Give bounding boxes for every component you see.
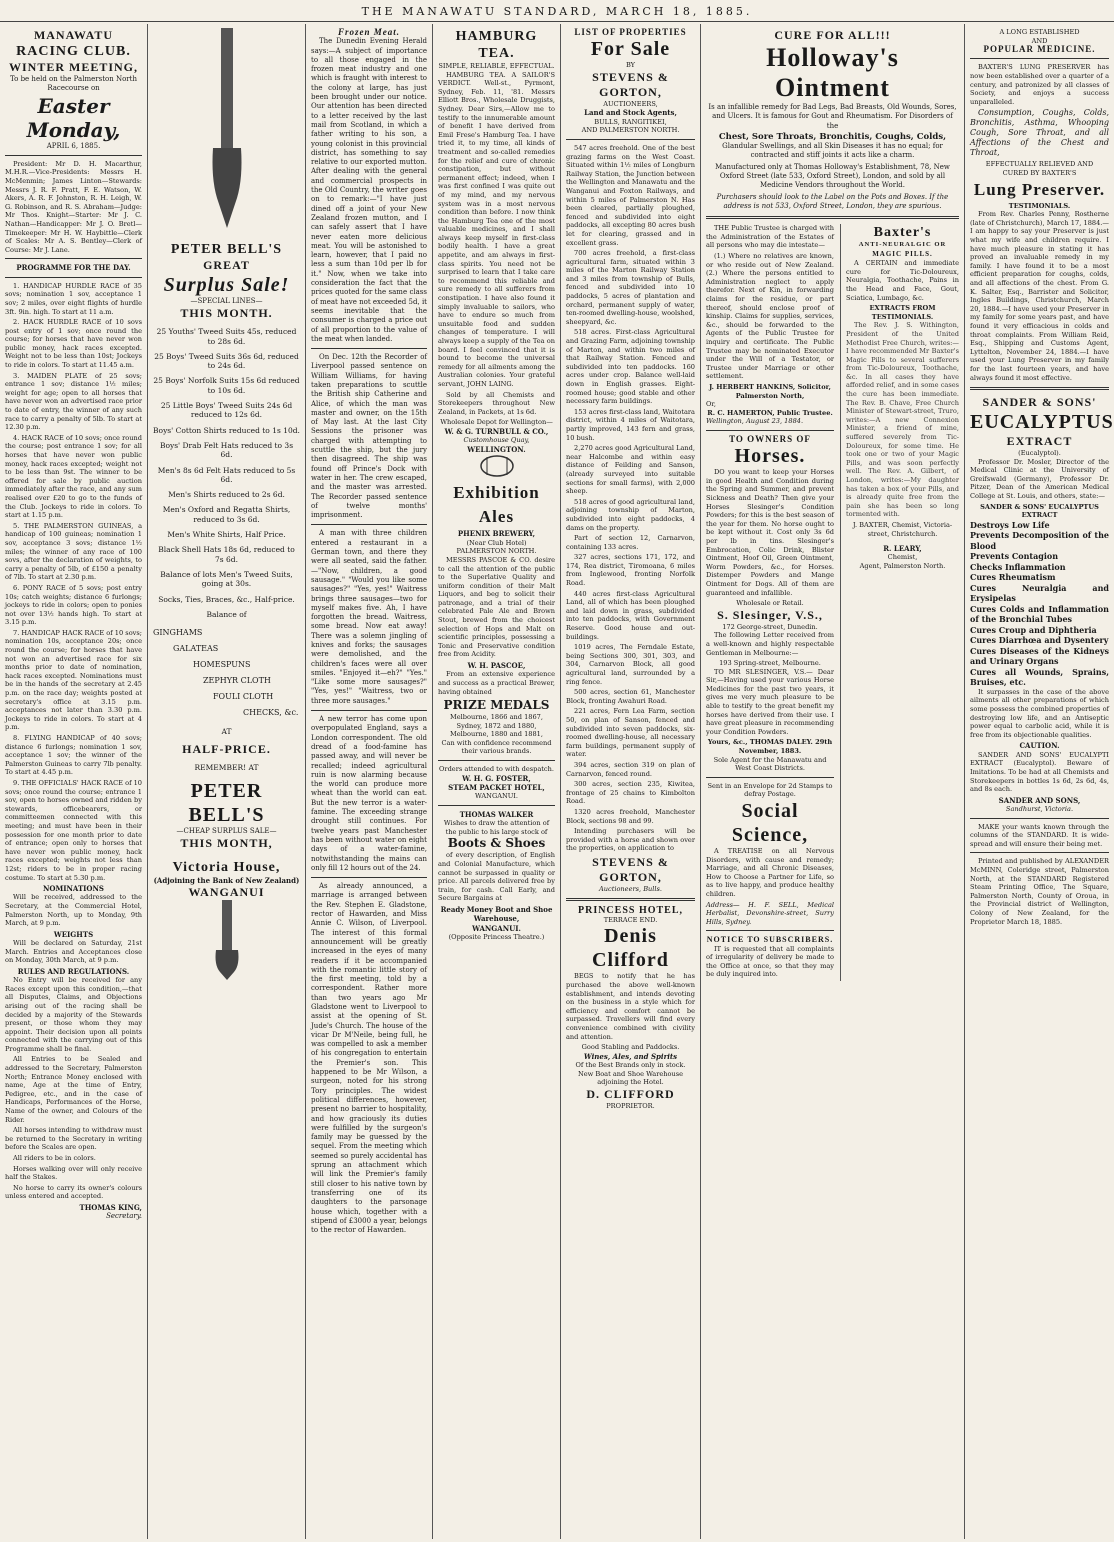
frozen-meat-heading: Frozen Meat. (337, 27, 400, 37)
race-item: 6. PONY RACE of 5 sovs; post entry 10s; catch weights; distance 6 furlongs; jockeys to ride in colors; open to ponies not over 13½ hands high. To start at 3.15 p.m. (5, 583, 142, 627)
caution-body: SANDER AND SONS' EUCALYPTI EXTRACT (Eucalyptol). Beware of Imitations. To be had at all Chemists and Storekeepers in bottles 1s 6d, 2s 6d, 4s, and 8s each. (970, 750, 1109, 794)
racing-event: Easter Monday, (26, 93, 121, 142)
pointing-hand-icon (153, 28, 300, 241)
sale-item: Men's Oxford and Regatta Shirts, reduced to 3s 6d. (162, 505, 291, 524)
clifford-body: BEGS to notify that he has purchased the above well-known establishment, and intends devoting on the business in a style which for efficiency and comfort cannot be surpassed. Travellers will find every convenience combined with civility and attention. (566, 972, 695, 1041)
column-properties (561, 24, 700, 1539)
column-articles (306, 24, 432, 1539)
column-racing-club (0, 24, 147, 1539)
firm-towns: BULLS, RANGITIKEI, (594, 117, 667, 126)
rule-item: All horses intending to withdraw must be returned to the Secretary in writing before the Scales are open. (5, 1126, 142, 1152)
property-item: 153 acres first-class land, Waitotara district, within 4 miles of Waitotara, partly improved, 143 fern and grass, 10 bush. (566, 407, 695, 442)
victoria-house: Victoria House, (172, 860, 281, 876)
relieved: EFFECTUALLY RELIEVED AND (985, 160, 1094, 169)
surplus-sale: Surplus Sale! (163, 274, 290, 296)
phenix-brewery: PHENIX BREWERY, (457, 529, 536, 539)
article-paragraph: A man with three children entered a restaurant in a German town, and there they were all seated, said the father.—"Now, children, a good sausage." "Would you like some sausages?" "Yes, yes!" Waitress brings three sausages—two for myself makes five. Ah, I have forgotten the bread. Waitress, some bread. Now eat away! There was a solemn jingling of knives and forks; the sausages were demolished, and the children's faces were all over smiles. "Enjoyed it—eh?" "Yes." "Like some more sausages?" "Yes, yes!" "Waitress, two or three more sausages." (311, 529, 427, 705)
holloways-ointment: Holloway's Ointment (766, 43, 899, 102)
rule-item: All riders to be in colors. (13, 1154, 96, 1163)
pointing-hand-icon (207, 28, 247, 228)
exhibition-ales: Exhibition Ales (453, 483, 540, 527)
wholesale-retail: Wholesale or Retail. (736, 599, 804, 608)
special-lines: —SPECIAL LINES— (190, 297, 263, 305)
sale-item: 25 Youths' Tweed Suits 45s, reduced to 28s 6d. (156, 327, 297, 346)
article-paragraph: The Dunedin Evening Herald says:—A subject of importance to all those engaged in the frozen meat industry and one which is fraught with interest to the colony at large, has just been brought under our notice. Our attention has been directed to a letter received by the last mail from Scotland, in which a father writing to his son, a young colonist in this provincial district, has something to say relative to our exported mutton. After dealing with the general and commercial prospects in the Old Country, the writer goes on to remark:—"I have just dined off a joint of your New Zealand frozen mutton, and I can safely assert that I have never eaten more delicious meat. You will be astonished to learn, however, that I paid no less a sum than 10d per lb for it." Now, when we take into consideration the fact that the prices quoted for the same class of meat have not exceeded 5d, it seems inevitable that the consumer is charged a price out of all proportion to the value of the meat when landed. (311, 37, 427, 343)
property-item: 518 acres. First-class Agricultural and Grazing Farm, adjoining township of Marton, and within two miles of that Railway Station. Fenced and subdivided into ten paddocks. 160 acres under crop. Balance well-laid down in English grasses. Eight-roomed house; good stable and other necessary farm buildings. (566, 328, 695, 406)
hamburg-depot: Wholesale Depot for Wellington— (440, 418, 553, 427)
race-item: 9. THE OFFICIALS' HACK RACE of 10 sovs; once round the course; entrance 1 sov, open to horses owned and ridden by stewards, officebearers, or committeemen connected with this meeting; and must have been in their possession for one month prior to date of entrance; open only to horses that have never won public money, hack races excepted; weights not less than 12st; riders to be in proper racing costume. To start at 5.30 p.m. (5, 778, 142, 882)
property-item: 700 acres freehold, a first-class agricultural farm, situated within 3 miles of the Marton Railway Station and 3 miles from township of Bulls, fenced and subdivided into 10 paddocks, 5 acres of plantation and orchard, permanent supply of water, ten-roomed dwelling-house, woolshed, sheepyard, &c. (566, 249, 695, 326)
cure-item: Cures Diarrhœa and Dysentery (970, 635, 1109, 646)
secretary-name: THOMAS KING, (79, 1202, 142, 1212)
secretary-role: Secretary. (106, 1212, 142, 1221)
social-body: A TREATISE on all Nervous Disorders, with cause and remedy; Marriage, and all Chronic Diseases, How to Choose a Partner for Life, so as to live happy, and produce healthy children. (706, 847, 834, 898)
trustee-intro: THE Public Trustee is charged with the Administration of the Estates of all persons who may die intestate— (706, 224, 834, 250)
cure-item: Cures Rheumatism (970, 572, 1056, 583)
stevens-gorton: STEVENS & GORTON, (592, 69, 669, 99)
article-paragraph: As already announced, a marriage is arranged between the Rev. Stephen E. Gladstone, rector of Hawarden, and Miss Annie C. Wilson, of Liverpool. The interest of this formal announcement will be greatly increased in the eyes of many readers if it be accompanied with the romantic little story of the first meeting, told by a correspondent. Rather more than two years ago Mr Gladstone went to Liverpool to assist at the opening of St. Jude's Church. The house of the vicar Dr M'Neile, being full, he was compelled to ask a member of his congregation to entertain the Premier's son. This happened to be Mr Wilson, a surgeon, noted for his strong Tory principles. The widest political differences, however, present no barrier to hospitality, and how graciously its duties were fulfilled by the surgeon's family may be guessed by the sequel. From the meeting which seemed so purely accidental has sprung an attachment which will link the Premier's family still closer to his native town by transferring one of its daughters to the parsonage house which, together with a stipend of £3000 a year, belongs to the rector of Hawarden. (311, 882, 427, 1235)
trustee-date: Wellington, August 23, 1884. (706, 417, 804, 426)
wines-note: Of the Best Brands only in stock. (575, 1061, 686, 1069)
magic-pills-body: A CERTAIN and immediate cure for Tic-Doloureux, Neuralgia, Toothache, Pains in the Head and Face, Gout, Sciatica, Lumbago, &c. (846, 259, 959, 302)
leary-name: R. LEARY, (883, 544, 922, 554)
ready-town: WANGANUI. (472, 923, 521, 933)
anti-neuralgic: ANTI-NEURALGIC OR (858, 241, 947, 249)
slesinger-name: S. Slesinger, V.S., (717, 607, 823, 622)
lung-preserver: Lung Preserver. (973, 179, 1106, 199)
property-item: 300 acres, section 235, Kiwitea, frontage of 25 chains to Kimbolton Road. (566, 780, 695, 806)
holloway-made: Manufactured only at Thomas Holloway's Establishment, 78, New Oxford Street (late 533, Oxford Street), London, and sold by all Medicine Vendors throughout the World. (715, 162, 950, 190)
property-item: 518 acres of good agricultural land, adjoining township of Marton, subdivided into eight paddocks, 4 dams on the property. (566, 497, 695, 532)
testimonial-body: TO MR SLESINGER, V.S.— Dear Sir,—Having used your various Horse Medicines for the past two years, it gives me very much pleasure to be able to testify to the great benefit my horses have derived from their use. I have great pleasure in recommending your Condition Powders. (706, 667, 834, 736)
auctioneers-bulls: Auctioneers, Bulls. (599, 884, 662, 893)
rule-item: No Entry will be received for any Races except upon this condition,—that all Disputes, Claims, and Objections arising out of the racing shall be decided by a majority of the Stewards present, or those whom they may appoint. Their decision upon all points connected with the carrying out of this Programme shall be final. (5, 976, 142, 1053)
social-science: Social Science, (731, 800, 809, 846)
cure-item: Checks Inflammation (970, 561, 1066, 572)
eucalyptol: (Eucalyptol). (1018, 449, 1061, 458)
race-item: 7. HANDICAP HACK RACE of 10 sovs; nomination 10s, acceptance 20s; once round the course; for horses that have not won an advertised race for six months prior to date of nomination, hack races excepted. Nominations must be in the hands of the secretary at 2.45 p.m. on the race day; weights posted at secretary's office at 3.15 p.m. acceptances not later than 3.30 p.m. Jockeys to ride in colors. To start at 4 p.m. (5, 628, 142, 732)
magic-pills: MAGIC PILLS. (872, 249, 933, 258)
extract: EXTRACT (1006, 434, 1073, 449)
cure-item: Cures all Wounds, Sprains, Bruises, etc. (970, 666, 1109, 688)
ready-money: Ready Money Boot and Shoe Warehouse, (440, 904, 553, 924)
sander-more: It surpasses in the case of the above ailments all other preparations of which some possess the combined properties of destroying low life, and an Antiseptic power equal to carbolic acid, while it is free from its objectionable qualities. (970, 687, 1109, 739)
make-wants: MAKE your wants known through the columns of the STANDARD. It is wide-spread and will ensure their being met. (970, 822, 1109, 848)
great-label: GREAT (203, 258, 250, 272)
stevens-gorton-2: STEVENS & GORTON, (592, 854, 669, 884)
wanganui-town: WANGANUI (188, 885, 265, 900)
rules-heading: RULES AND REGULATIONS. (17, 966, 130, 976)
property-item: 327 acres, sections 171, 172, and 174, Rea district, Tiromoana, 6 miles from Inglewood, fronting Norfolk Road. (566, 553, 695, 588)
weights-text: Will be declared on Saturday, 21st March. Entries and Acceptances close on Monday, 30th March, at 9 p.m. (5, 939, 142, 965)
trustee-sign-2: R. C. HAMERTON, Public Trustee. (707, 408, 833, 417)
rule-item: All Entries to be Sealed and addressed to the Secretary, Palmerston North; Entrance Money enclosed with name, Age at the time of Entry, Pedigree, etc., and in the case of Handicaps, Performances of the Horse, Name of the owner, and Colours of the Rider. (5, 1055, 142, 1124)
baxter-testimonials: From Rev. Charles Penny, Rostherne (late of Christchurch), March 17, 1884.—I am happy to say your Preserver is just what my wife and children require. I have much pleasure in stating it has proved an invaluable remedy in my family. I have found it to be a most efficient preparation for coughs, colds, and all affections of the chest. From G. K. Salter, Esq., Barrister and Solicitor, Ingles Buildings, Christchurch, March 20, 1884.—I have used your Preserver in my family for some years past, and have found it very efficacious in colds and throat complaints. From William Reid, Esq., Shipping and Customs Agent, Lyttelton, November 24, 1884.—I have used your Lung Preserver in my family for the last fourteen years, and have always found it most effective. (970, 210, 1109, 382)
race-item: 5. THE PALMERSTON GUINEAS, a handicap of 100 guineas; nomination 1 sov, acceptance 3 sovs; distance 1½ miles; the winner of any race of 100 sovs, after the declaration of weights, to carry a penalty of 5lb, of £150 a penalty of 7lb. To start at 2.30 p.m. (5, 521, 142, 582)
walker-note: Wishes to draw the attention of the public to his large stock of (443, 819, 550, 836)
fabric-item: GALATEAS (173, 644, 219, 654)
foster-name: W. H. G. FOSTER, (462, 773, 531, 783)
land-stock-agents: Land and Stock Agents, (584, 108, 677, 118)
sale-item: Boys' Drab Felt Hats reduced to 3s 6d. (159, 440, 294, 460)
ready-location: (Opposite Princess Theatre.) (448, 932, 545, 941)
race-item: 8. FLYING HANDICAP of 40 sovs; distance 6 furlongs; nomination 1 sov, acceptance 1 sov; the winner of the Palmerston Guineas to carry 7lb penalty. To start at 4.45 p.m. (5, 734, 142, 777)
at-label: AT (221, 727, 232, 737)
medals-list: Melbourne, 1866 and 1867, Sydney, 1872 and 1880, Melbourne, 1880 and 1881, (450, 713, 543, 739)
cure-for-all: CURE FOR ALL!!! (774, 28, 891, 42)
to-owners-of: TO OWNERS OF (729, 433, 811, 444)
cure-item: Prevents Decomposition of the Blood (970, 530, 1109, 551)
long-established: A LONG ESTABLISHED (999, 28, 1080, 36)
brewery-town: PALMERSTON NORTH. (456, 547, 537, 556)
sander-body: Professor Dr. Mosler, Director of the Medical Clinic at the University of Greifswald (Germany), Professor Dr. Pitzer, Dean of the American Medical College at St. Louis, and others, state:— (970, 457, 1109, 501)
property-item: 547 acres freehold. One of the best grazing farms on the West Coast. Situated within 1½ miles of Longburn Railway Station, the Junction between the Wellington and Manawatu and the Wanganui and Foxton Railways, and within 5 miles of Palmerston N. Has been cleared, partially ploughed, fenced and subdivided into eight paddocks, all excepting 80 acres bush let for clearing, grassed and in excellent grass. (566, 143, 695, 247)
testimonial-sign: Yours, &c., THOMAS DALEY. 29th November, 1883. (707, 738, 833, 756)
ales-note: From an extensive experience and success as a practical Brewer, having obtained (438, 670, 555, 696)
cured-by: CURED BY BAXTER'S (1002, 169, 1077, 178)
pointing-hand-icon (212, 900, 242, 980)
notice-body: IT is requested that all complaints of irregularity of delivery be made to the Office at once, so that they may be duly inquired into. (706, 944, 834, 979)
for-sale: For Sale (590, 38, 671, 61)
cure-item: Cures Diseases of the Kidneys and Urinary Organs (970, 645, 1109, 667)
popular-medicine: POPULAR MEDICINE. (983, 44, 1096, 55)
holloway-body-2: Glandular Swellings, and all Skin Diseases it has no equal; for contracted and stiff joints it acts like a charm. (722, 142, 943, 160)
fabric-item: ZEPHYR CLOTH (203, 676, 271, 686)
peter-bell-name-2: PETER BELL'S (188, 779, 265, 826)
brewery-location: (Near Club Hotel) (466, 538, 527, 547)
steam-town: WANGANUI. (474, 792, 519, 801)
hamburg-agent: W. & G. TURNBULL & CO., (444, 426, 549, 436)
denis-clifford: Denis Clifford (592, 925, 669, 972)
property-item: 1320 acres freehold, Manchester Block, sections 98 and 99. (566, 807, 695, 825)
remember-label: REMEMBER! AT (194, 763, 259, 773)
rule-item: Horses walking over will only receive half the Stakes. (5, 1164, 142, 1182)
cure-item: Prevents Contagion (970, 551, 1059, 562)
auctioneers-label: AUCTIONEERS, (603, 99, 658, 108)
testimonial-intro: The following Letter received from a well-known and highly respectable Gentleman in Melbourne:— (706, 631, 834, 657)
trustee-body: (1.) Where no relatives are known, or who reside out of New Zealand. (2.) Where the persons entitled to Administration neglect to apply therefor. Next of Kin, in forwarding claims for the residue, or part thereof, should enclose proof of kinship. Claims for supplies, services, &c., should be forwarded to the Agents of the Public Trustee for inquiry and certificate. The Public Trustee may be nominated Executor under the Will of a Testator, or Trustee under Marriage or other settlement. (706, 252, 834, 381)
trustee-block (706, 224, 834, 981)
testimonials-heading: TESTIMONIALS. (1008, 201, 1071, 210)
eucalyptus: EUCALYPTUS (970, 411, 1114, 434)
social-note: Sent in an Envelope for 2d Stamps to defray Postage. (707, 781, 833, 799)
sale-item: 25 Boys' Tweed Suits 36s 6d, reduced to 24s 6d. (154, 351, 299, 371)
this-month: THIS MONTH. (180, 306, 273, 321)
holloway-body: Is an infallible remedy for Bad Legs, Bad Breasts, Old Wounds, Sores, and Ulcers. It is famous for Gout and Rheumatism. For Disorders of the (708, 103, 957, 130)
hamburg-agent-2: Customhouse Quay, (463, 436, 530, 445)
by-label: BY (625, 61, 636, 70)
proprietor: PROPRIETOR. (606, 1101, 655, 1110)
racing-title-2: RACING CLUB. (16, 44, 131, 59)
racing-title-3: WINTER MEETING, (8, 60, 139, 74)
baxters-heading: Baxter's (873, 225, 932, 241)
rule-item: No horse to carry its owner's colours unless entered and accepted. (5, 1183, 142, 1201)
property-item: 440 acres first-class Agricultural Land, all of which has been ploughed and laid down in grass, subdivided into ten paddocks, with Government Reserve. Good house and out-buildings. (566, 589, 695, 641)
baxter-pills-block (840, 224, 959, 981)
property-item: 1019 acres, The Ferndale Estate, being Sections 300, 301, 303, and 304, Carnarvon Block, all good agricultural land, surrounded by a ring fence. (566, 643, 695, 686)
warehouse-note: New Boat and Shoe Warehouse adjoining the Hotel. (577, 1069, 684, 1087)
ales-body: MESSRS PASCOE & CO. desire to call the attention of the public to the Superlative Quality and uniform condition of their Malt Liquors, and beg to solicit their patronage, and a trial of their celebrated Pale Ale and Brown Stout, brewed from the choicest selection of Hops and Malt on scientific principles, possessing a Tonic and Preservative condition free from Acidity. (438, 555, 555, 659)
race-item: 2. HACK HURDLE RACE of 10 sovs post entry of 1 sov; once round the course; for horses that have never won public money, hack races excepted. Weight not to be less than 10st; Jockeys to ride in colors. To start at 11.45 a.m. (5, 318, 142, 370)
princess-hotel: PRINCESS HOTEL, (577, 905, 684, 917)
trustee-sign: J. HERBERT HANKINS, Solicitor, Palmerston North, (709, 382, 831, 400)
this-month-2: THIS MONTH, (180, 836, 273, 851)
weights-heading: WEIGHTS (53, 929, 94, 939)
caution-heading: CAUTION. (1019, 741, 1060, 751)
and-label: AND (1031, 36, 1048, 45)
cure-item: Cures Colds and Inflammation of the Bronchial Tubes (970, 603, 1109, 625)
printed-by: Printed and published by ALEXANDER McMINN, Coleridge street, Palmerston North, at the STANDARD Registered Steam Printing Office, The Square, Palmerston North, County of Oroua, in the Provincial district of Wellington, Colony of New Zealand, for the Proprietor March 18, 1885. (970, 857, 1109, 926)
trustee-or: Or, (706, 400, 716, 409)
holloway-warning: Purchasers should look to the Label on the Pots and Boxes. If the address is not 533, Oxford Street, London, they are spurious. (716, 192, 949, 210)
fabric-item: FOULI CLOTH (213, 692, 274, 702)
magic-pills-testimonials: The Rev. J. S. Withington, President of the United Methodist Free Church, writes:—I have recommended Mr Baxter's Magic Pills to several sufferers from Tic-Doloureux, Toothache, &c. In all cases they have afforded relief, and in some cases the cure has been immediate. The Rev. B. Chave, Free Church Minister of Stewart-street, Truro, writes:—A new Connexion Minister, a friend of mine, suffered severely from Tic-Doloureux, for some time. He took one or two of your Magic Pills, and was soon perfectly well. The Rev. A. Gilbert, of London, writes:—My daughter has taken a box of your Pills, and is already quite free from the pain she has been so long tormented with. (846, 321, 959, 519)
column-baxter-sander (965, 24, 1114, 1539)
sole-agent: Sole Agent for the Manawatu and West Coast Districts. (713, 755, 827, 773)
hamburg-city: WELLINGTON. (467, 444, 526, 454)
nominations-text: Will be received, addressed to the Secretary, at the Commercial Hotel, Palmerston North, up to Monday, 9th March, at 9 p.m. (5, 893, 142, 928)
article-paragraph: On Dec. 12th the Recorder of Liverpool passed sentence on William Williams, for having taken preparations to scuttle the British ship Catherine and Alice, of which the man was master and owner, on the 15th of May last. At the last City Sessions the prisoner was charged with attempting to scuttle the ship, but the jury then disagreed. The ship was found off Prince's Dock with water in her. The crew escaped, and the master was arrested. The Recorder passed sentence of twelve months' imprisonment. (311, 353, 427, 520)
property-item: 221 acres, Fern Lea Farm, section 50, on plan of Sanson, fenced and subdivided into seven paddocks, six-roomed dwelling-house, all necessary farm buildings, permanent supply of water. (566, 707, 695, 759)
cure-item: Cures Croup and Diphtheria (970, 624, 1097, 635)
horses-heading: Horses. (734, 445, 806, 468)
sale-item: Socks, Ties, Braces, &c., Half-price. (158, 594, 295, 604)
hamburg-tea-body: HAMBURG TEA. A SAILOR'S VERDICT. Well-st., Pyrmont, Sydney, Feb. 11, '81. Messrs Elliott Bros., Wholesale Druggists, Sydney. Dear Sirs,—Allow me to testify to the innumerable amount of benefit I have derived from Emil Frese's Hamburg Tea. I have tried it, to my time, all kinds of treatment and so-called remedies for the relief and cure of chronic constipation, but without permanent effect; indeed, when I was first confined I was quite out of my mind, and my nervous system was in a most nervous condition than before. I now think the Hamburg Tea one of the most valuable medicines, and I shall always keep myself in first-class bodily health. I have a great appetite, and am always in first-class spirits. You need not be surprised to learn that I take care to recommend this reliable and sure remedy to all sufferers from constipation. I have also found it simply invaluable to sailors, who have to endure so much from unsuitable food and sudden changes of temperature. I will always keep a supply of the Tea on board. I feel convinced that it is bound to become the universal remedy for all ailments among the Australian colonies. Your grateful servant, JOHN LAING. (438, 70, 555, 388)
racing-intro: To be held on the Palmerston North Racecourse on (10, 75, 137, 93)
sale-item: Balance of lots Men's Tweed Suits, going at 30s. (160, 569, 293, 589)
wines-ales: Wines, Ales, and Spirits (583, 1051, 678, 1061)
sale-item: Men's Shirts reduced to 2s 6d. (168, 490, 285, 500)
good-stabling: Good Stabling and Paddocks. (581, 1043, 680, 1052)
race-item: 1. HANDICAP HURDLE RACE of 35 sovs; nomination 1 sov, acceptance 1 sov; 2 miles, over eight flights of hurdle 3ft. 9in. high. To start at 11 a.m. (5, 281, 142, 316)
extracts-heading: EXTRACTS FROM TESTIMONIALS. (869, 304, 936, 321)
sale-item: Black Shell Hats 18s 6d, reduced to 7s 6d. (158, 545, 295, 564)
race-item: 4. HACK RACE of 10 sovs; once round the course; post entrance 1 sov; for all horses that have never won public money, hack races excepted; weight not to be less than 9st. The winner to be offered for sale by public auction immediately after the race, and any sum realised over £20 to go to the funds of the Club. Jockeys to ride in colors. To start at 1.15 p.m. (5, 433, 142, 520)
article-paragraph: A new terror has come upon overpopulated England, says a London correspondent. The old dread of a food-famine has passed away, and will never be recalled; indeed agricultural ruin is now alarming because the world can produce more wheat than the world can eat. But the new terror is a water-famine. The exceeding strange drought still continues. For twelve years past Manchester has been without water on eight days of a water-famine, notwithstanding the mains can only fill 12 hours out of the 24. (311, 715, 427, 872)
sale-item: Men's White Shirts, Half Price. (167, 530, 286, 540)
pointing-hand-icon (153, 900, 300, 993)
prize-medals: PRIZE MEDALS (443, 698, 550, 713)
princess-location: TERRACE END. (603, 915, 658, 924)
intending-note: Intending purchasers will be provided with a horse and shown over the properties, on application to (566, 827, 695, 853)
programme-heading: PROGRAMME FOR THE DAY. (16, 263, 131, 273)
baxter-conditions: Consumption, Coughs, Colds, Bronchitis, Asthma, Whooping Cough, Sore Throat, and all Affections of the Chest and Throat, (970, 108, 1109, 158)
sander-town: Sandhurst, Victoria. (1005, 804, 1074, 813)
testimonial-address: 193 Spring-street, Melbourne. (719, 659, 821, 668)
hamburg-tea-heading: HAMBURG TEA. (455, 29, 538, 61)
list-properties: LIST OF PROPERTIES (574, 27, 687, 37)
peter-bell-name: PETER BELL'S (170, 242, 283, 257)
walker-body: of every description, of English and Colonial Manufacture, which cannot be surpassed in quality or price. All parcels delivered free by train, for cash. Call Early, and Secure Bargains at (438, 851, 555, 903)
half-price: HALF-PRICE. (182, 742, 271, 757)
column-hamburg-ales (433, 24, 560, 1539)
balance-label: Balance of (206, 609, 247, 619)
slesinger-address: 172 George-street, Dunedin. (722, 622, 818, 631)
masthead: THE MANAWATU STANDARD, MARCH 18, 1885. (0, 0, 1114, 22)
racing-officers: President: Mr D. H. Macarthur, M.H.R.—Vice-Presidents: Messrs H. McMenmin; James Linton—Stewards: Messrs J. R. F. Pratt, F. E. Watson, W. Akers, A. R. F. Johnston, R. H. Leigh, W. G. Robinson, and R. S. Abraham—Judge: Mr Thos. Knight—Starter: Mr J. C. Nathan—Handicapper: Mr J. O. Bretl—Timekeeper: Mr H. W. Haybittle—Clerk of Scales: Mr A. S. Bentley—Clerk of Course: Mr J. Lane. (5, 159, 142, 254)
sale-item: Boys' Cotton Shirts reduced to 1s 10d. (153, 425, 300, 435)
racing-date: APRIL 6, 1885. (46, 141, 101, 150)
hamburg-sold: Sold by all Chemists and Storekeepers throughout New Zealand, in Packets, at 1s 6d. (438, 390, 555, 416)
baxter-body: BAXTER'S LUNG PRESERVER has now been established over a quarter of a century, and patronized by all classes of Society, and enjoys a success unparalleled. (970, 63, 1109, 106)
sale-item: 25 Boys' Norfolk Suits 15s 6d reduced to 10s 6d. (153, 376, 300, 395)
property-item: 2,270 acres good Agricultural Land, near Halcombe and within easy distance of Feilding and Sanson, (already surveyed into suitable sections for small farms), with 2,000 sheep. (566, 444, 695, 496)
column-holloway (701, 24, 964, 1539)
horses-body: DO you want to keep your Horses in good Health and Condition during the Spring and Summer, and prevent Sickness and Death? Then give your Horses Slesinger's Condition Powders; for this is the best season of the year for them. No horse ought to be kept without it. Cost only 3s 6d per lb in tins. Slesinger's Embrocation, Colic Drink, Blister Ointment, Hoof Oil, Green Ointment, Worm Powders, &c., for Horses. Distemper Powders and Mange Ointment for Dogs. All of them are guaranteed and infallible. (706, 468, 834, 597)
sale-item: 25 Little Boys' Tweed Suits 24s 6d reduced to 12s 6d. (160, 401, 293, 420)
fabric-item: HOMESPUNS (193, 660, 251, 670)
column-peter-bell (148, 24, 305, 1539)
property-item: 394 acres, section 319 on plan of Carnarvon, fenced round. (566, 760, 695, 778)
property-item: Part of section 12, Carnarvon, containing 133 acres. (566, 534, 695, 551)
racing-title-1: MANAWATU (33, 28, 114, 42)
cure-item: Cures Neuralgia and Erysipelas (970, 582, 1109, 604)
social-address: Address— H. F. SELL, Medical Herbalist, Devonshire-street, Surry Hills, Sydney. (706, 900, 834, 926)
boots-shoes: Boots & Shoes (447, 836, 546, 851)
sale-item: Men's 8s 6d Felt Hats reduced to 5s 6d. (157, 465, 296, 484)
medals-note: Can with confidence recommend their various brands. (441, 738, 552, 756)
fabric-item: GINGHAMS (153, 628, 203, 638)
chest-ailments: Chest, Sore Throats, Bronchitis, Coughs, Colds, (718, 131, 947, 142)
steam-packet-hotel: STEAM PACKET HOTEL, (448, 782, 545, 792)
cure-item: Destroys Low Life (970, 519, 1050, 530)
barrel-icon (438, 454, 555, 481)
fabric-item: CHECKS, &c. (243, 708, 299, 718)
d-clifford: D. CLIFFORD (586, 1086, 675, 1101)
hamburg-tea-sub: SIMPLE, RELIABLE, EFFECTUAL. (438, 62, 555, 70)
property-item: 500 acres, section 61, Manchester Block, fronting Awahuri Road. (566, 688, 695, 705)
race-item: 3. MAIDEN PLATE of 25 sovs; entrance 1 sov; distance 1½ miles; weight for age; open to all horses that have never won an advertised race prior to date of entry, the winner of any such race to carry a penalty of 5lb. To start at 12.30 p.m. (5, 371, 142, 432)
adjoining-bank: (Adjoining the Bank of New Zealand) (153, 876, 300, 886)
pills-agent: J. BAXTER, Chemist, Victoria-street, Christchurch. (852, 520, 953, 538)
sander-extract: SANDER & SONS' EUCALYPTUS EXTRACT (980, 502, 1099, 520)
sander-heading: SANDER & SONS' (982, 395, 1097, 410)
cheap-surplus: —CHEAP SURPLUS SALE— (176, 826, 277, 835)
nominations-heading: NOMINATIONS (42, 884, 104, 894)
leary-role: Chemist, (887, 553, 918, 562)
ales-sign: W. H. PASCOE, (467, 661, 526, 671)
walker-name: THOMAS WALKER (459, 809, 534, 819)
leary-town: Agent, Palmerston North. (859, 562, 946, 571)
notice-subscribers: NOTICE TO SUBSCRIBERS. (706, 935, 834, 945)
firm-towns-2: AND PALMERSTON NORTH. (581, 126, 680, 135)
sander-footer: SANDER AND SONS, (998, 795, 1081, 805)
orders-note: Orders attended to with despatch. (439, 765, 554, 774)
